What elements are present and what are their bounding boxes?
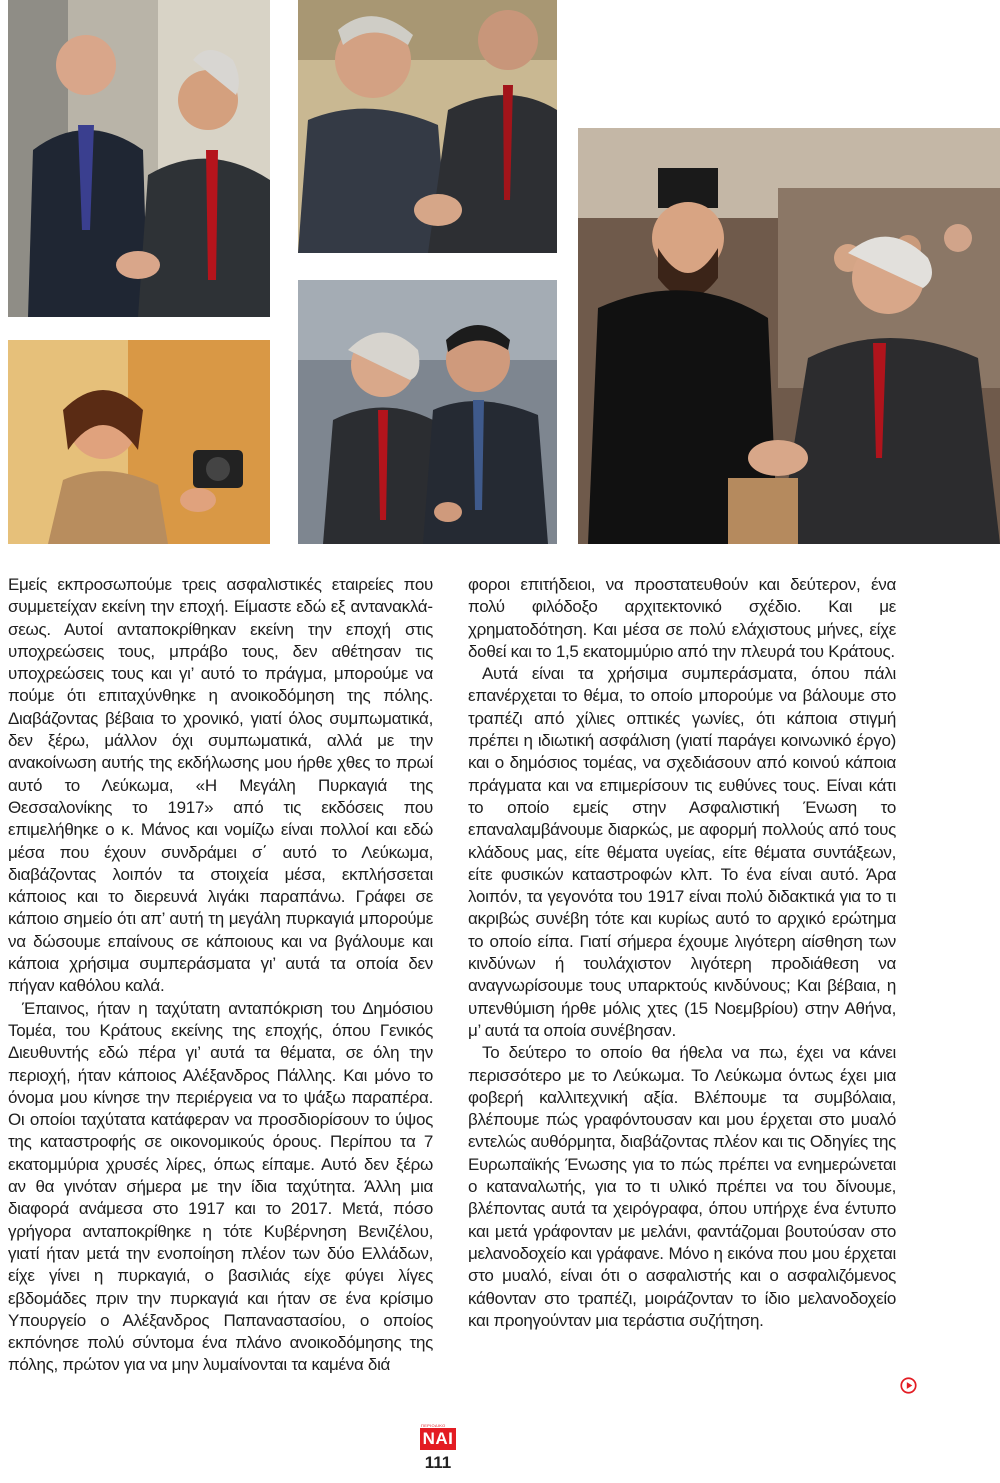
- paragraph: Αυτά είναι τα χρήσιμα συμπεράσματα, όπου πάλι επανέρχεται το θέμα, το οποίο μπορούμε να βάλουμε στο τραπέζι από χίλιες οπτικές γωνίες, ότι κάποια στιγμή πρέπει η ιδιωτική ασφάλιση (γιατί παράγει κοινωνικό έργο) και ο δημόσιος τομέας, να σχεδιάσουν από κοινού κάποια πράγματα και να επιμερίσουν τις ευθύνες τους. Είναι κάτι το οποίο εμείς στην Ασφαλιστική Ένωση το επαναλαμβάνουμε διαρκώς, με αφορμή πολλούς από τους κλάδους μας, είτε θέματα υγείας, είτε θέματα συντάξεων, είτε φυσικών καταστροφών κλπ. Το ένα είναι αυτό. Άρα λοιπόν, τα γεγονότα του 1917 είναι πολύ διδακτικά για το τι ακριβώς συνέβη τότε και κυρίως αυτό το αρχικό ερώτημα το οποίο είπα. Γιατί σήμερα έχουμε λιγότερη αίσθηση των κινδύνων ή τουλάχιστον λιγότερη προδιάθεση να αναγνωρίσουμε τους υπαρκτούς κινδύνους; Και βέβαια, η υπενθύμιση ήρθε μόλις χτες (15 Νοεμβρίου) στην Αθήνα, μ’ αυτά τα οποία συνέβησαν.: [468, 664, 896, 1040]
- page-number: 111: [424, 1453, 452, 1472]
- paragraph: Το δεύτερο το οποίο θα ήθελα να πω, έχει να κάνει περισσότερο με το Λεύκωμα. Το Λεύκωμα όντως έχει μια φοβερή καλλιτεχνική αξία. Βλέπουμε τα συμβόλαια, βλέπουμε πώς γραφόντουσαν και μου έρχεται στο μυαλό εντελώς αυθόρμητα, διαβάζοντας πλέον και τις Οδηγίες της Ευρωπαϊκής Ένωσης για το πώς πρέπει να ενημερώνεται ο καταναλωτής, για το τι υλικό πρέπει να του δίνουμε, βλέποντας αυτά τα χειρόγραφα, όπου υπήρχε ένα έντυπο και μετά γράφονταν με μελάνι, φαντάζομαι βουτούσαν στο μελανοδοχείο και γράφανε. Μόνο η εικόνα που μου έρχεται στο μυαλό, είναι ότι ο ασφαλιστής και ο ασφαλιζόμενος κάθονταν στο τραπέζι, μοιράζονταν το ίδιο μελανοδοχείο και προηγούνταν μια τεράστια συζήτηση.: [468, 1043, 896, 1330]
- paragraph: φοροι επιτήδειοι, να προστατευθούν και δεύτερον, ένα πολύ φιλόδοξο αρχιτεκτονικό σχέδιο. Και με χρηματοδότηση. Και μέσα σε πολύ ελάχιστους μήνες, είχε δοθεί και το 1,5 εκατομμύριο από την πλευρά του Κράτους.: [468, 575, 896, 661]
- photo-two-men-posing: [298, 280, 557, 544]
- magazine-logo: ΝΑΙ: [420, 1428, 456, 1450]
- play-circle-icon: [900, 1377, 917, 1394]
- paragraph: Εμείς εκπροσωπούμε τρεις ασφαλιστικές εταιρείες που συμμετείχαν εκείνη την εποχή. Είμαστε εδώ εξ αντανακλάσεως. Αυτοί ανταποκρίθηκαν εκείνη την εποχή στις υποχρεώσεις τους, μπράβο τους, δεν αθέτησαν τις υποχρεώσεις τους και γι’ αυτό το πράγμα, μπορούμε να πούμε ότι επιταχύνθηκε η ανοικοδόμηση της πόλης. Διαβάζοντας βέβαια το χρονικό, γιατί όλος συμπωματικά, δεν ξέρω, μάλλον όχι συμπωματικά, αλλά με την ανακοίνωση αυτής της εκδήλωσης μου ήρθε χθες το πρωί αυτό το Λεύκωμα, «Η Μεγάλη Πυρκαγιά της Θεσσαλονίκης το 1917» από τις εκδόσεις που επιμελήθηκε ο κ. Μάνος και νομίζω είναι πολλοί και εδώ μέσα που έχουν συνδράμει σ΄ αυτό το Λεύκωμα, διαβάζοντας λοιπόν τα στοιχεία μέσα, εκπλήσσεται κάποιος και το διερευνά λιγάκι παραπάνω. Γράφει σε κάποιο σημείο ότι απ’ αυτή τη μεγάλη πυρκαγιά μπορούμε να δώσουμε επαίνους σε κάποιους και να βγάλουμε και κάποια χρήσιμα συμπεράσματα γι’ αυτά τα οποία δεν πήγαν καθόλου καλά.: [8, 575, 433, 996]
- photo-photographer: [8, 340, 270, 544]
- paragraph: Έπαινος, ήταν η ταχύτατη ανταπόκριση του Δημόσιου Τομέα, του Κράτους εκείνης της εποχής, όπου Γενικός Διευθυντής εδώ πέρα γι’ αυτά τα θέματα, σε όλη την περιοχή, ήταν κάποιος Αλέξανδρος Πάλλης. Και μόνο το όνομα μου κίνησε την περιέργεια να το ψάξω παραπέρα. Οι οποίοι ταχύτατα κατάφεραν να προσδιορίσουν το ύψος της καταστροφής σε οικονομικούς όρους. Περίπου τα 7 εκατομμύρια χρυσές λίρες, όπως είπαμε. Αυτό δεν ξέρω αν θα γινόταν σήμερα με την ίδια ταχύτητα. Άλλη μια διαφορά ανάμεσα στο 1917 και το 2017. Μετά, πόσο γρήγορα ανταποκρίθηκε η τότε Κυβέρνηση Βενιζέλου, γιατί ήταν μετά την ενοποίηση πλέον των δύο Ελλάδων, είχε γίνει η πυρκαγιά, ο βασιλιάς είχε φύγει λίγες εβδομάδες πριν την πυρκαγιά και ήταν σε ένα κρίσιμο Υπουργείο ο Αλέξανδρος Παπαναστασίου, ο οποίος εκπόνησε πολύ σύντομα ένα πλάνο ανοικοδόμησης της πόλης, πρώτον για να μην λυμαίνονται τα καμένα διά: [8, 998, 433, 1375]
- photo-handshake-2: [298, 0, 557, 253]
- magazine-label: ΠΕΡΙΟΔΙΚΟ: [421, 1423, 446, 1428]
- article-column-right: [468, 574, 896, 1332]
- article-column-left: [8, 574, 433, 1377]
- photo-handshake-1: [8, 0, 270, 317]
- photo-priest-greeting: [578, 128, 1000, 544]
